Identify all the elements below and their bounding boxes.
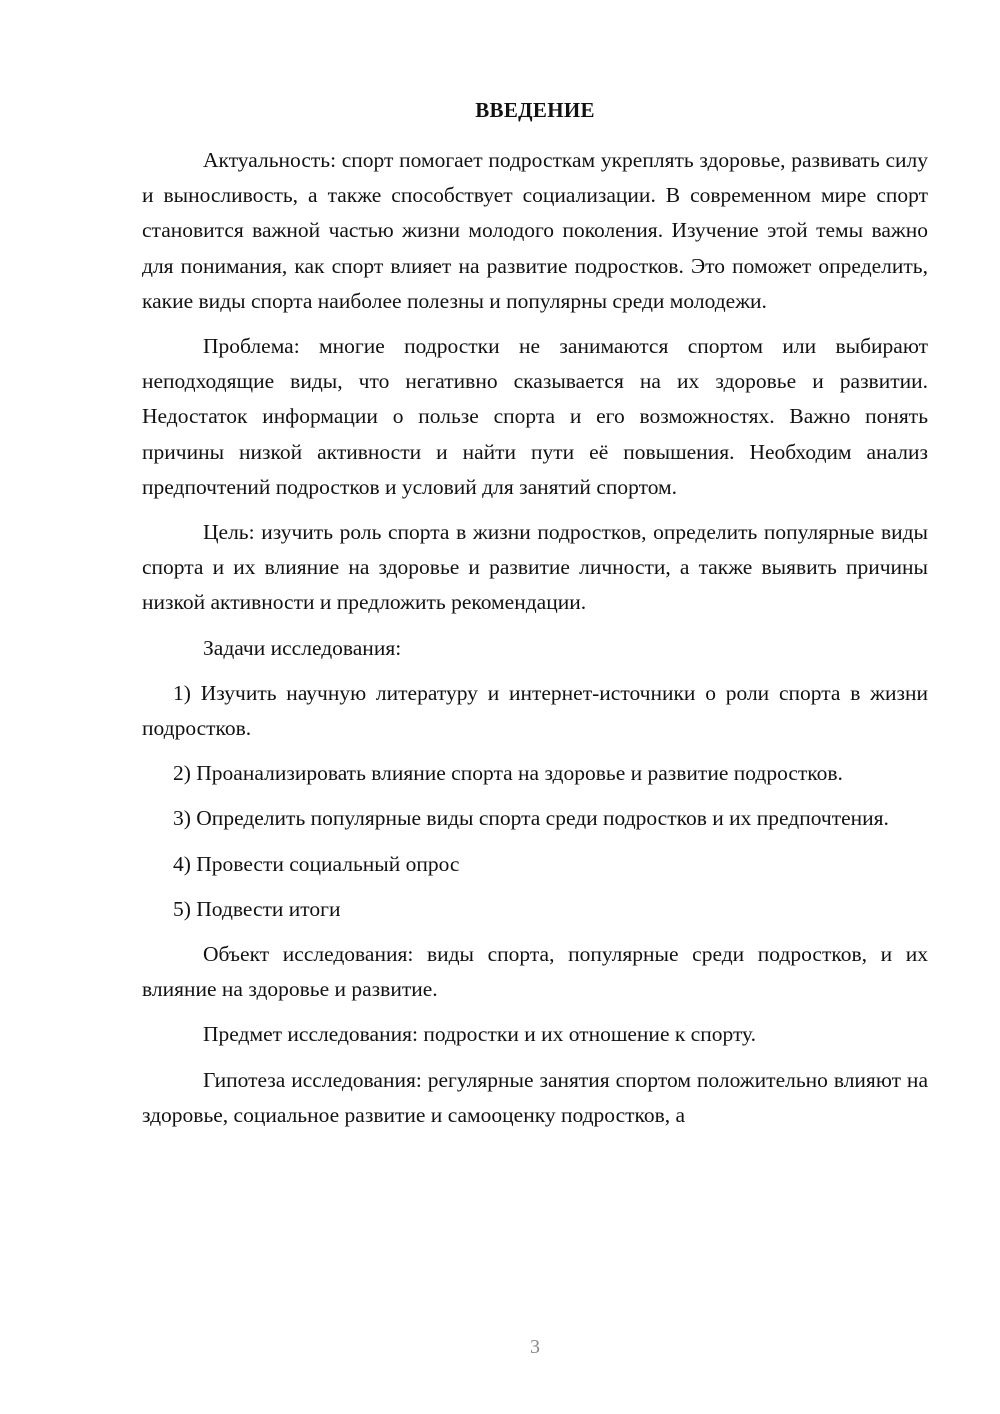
task-item-5: 5) Подвести итоги — [173, 896, 341, 921]
task-item-4: 4) Провести социальный опрос — [173, 851, 460, 876]
paragraph-hypothesis: Гипотеза исследования: регулярные занятия спортом положительно влияют на здоровье, социальное развитие и самооценку подростков, а — [142, 1067, 928, 1127]
document-body — [142, 143, 928, 1143]
paragraph-subject: Предмет исследования: подростки и их отношение к спорту. — [203, 1022, 757, 1047]
page-title: ВВЕДЕНИЕ — [475, 98, 595, 122]
page-number: 3 — [530, 1336, 540, 1358]
task-item-2: 2) Проанализировать влияние спорта на здоровье и развитие подростков. — [173, 761, 843, 786]
task-item-1: 1) Изучить научную литературу и интернет-источники о роли спорта в жизни подростков. — [142, 680, 928, 741]
task-item-3: 3) Определить популярные виды спорта среди подростков и их предпочтения. — [173, 806, 889, 831]
paragraph-object: Объект исследования: виды спорта, популярные среди подростков, и их влияние на здоровье и развитие. — [142, 942, 928, 1002]
paragraph-relevance: Актуальность: спорт помогает подросткам укреплять здоровье, развивать силу и выносливость, а также способствует социализации. В современном мире спорт становится важной частью жизни молодого поколения. Изучение этой темы важно для понимания, как спорт влияет на развитие подростков. Это поможет определить, какие виды спорта наиболее полезны и популярны среди молодежи. — [142, 148, 928, 313]
paragraph-goal: Цель: изучить роль спорта в жизни подростков, определить популярные виды спорта и их влияние на здоровье и развитие личности, а также выявить причины низкой активности и предложить рекомендации. — [142, 520, 928, 615]
paragraph-problem: Проблема: многие подростки не занимаются спортом или выбирают неподходящие виды, что негативно сказывается на их здоровье и развитии. Недостаток информации о пользе спорта и его возможностях. Важно понять причины низкой активности и найти пути её повышения. Необходим анализ предпочтений подростков и условий для занятий спортом. — [142, 334, 928, 499]
tasks-heading: Задачи исследования: — [203, 635, 402, 660]
